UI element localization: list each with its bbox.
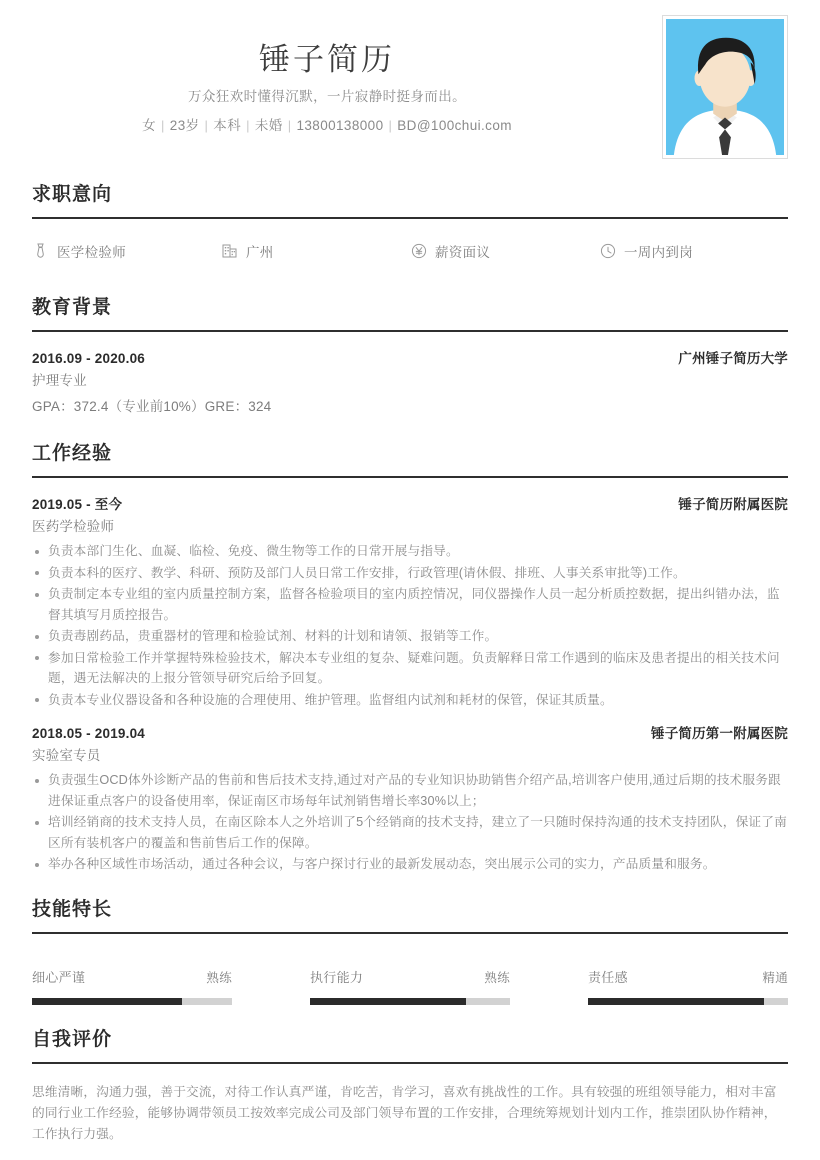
work-entries [32,482,788,875]
contact-separator: | [204,118,209,133]
avatar-illustration [666,19,784,155]
necktie-icon [32,243,49,260]
intention-item-position [32,241,221,261]
intention-label-position: 医学检验师 [57,245,126,260]
intention-item-city [221,241,410,261]
work-role: 实验室专员 [32,748,101,763]
contact-separator: | [246,118,250,133]
resume-header [32,0,788,160]
skill-head [32,968,232,988]
contact-separator: | [161,118,165,133]
contact-value: 本科 [213,118,242,133]
skill-bar-track [310,998,510,1005]
skill-label: 细心严谨 [32,969,86,985]
skill-bar-track [32,998,232,1005]
work-entry-head [32,495,788,515]
summary-text: 思维清晰，沟通力强，善于交流，对待工作认真严谨，肯吃苦，肯学习，喜欢有挑战性的工作。具有较强的班组领导能力，相对丰富的同行业工作经验，能够协调带领员工按效率完成公司及部门领导布置的工作安排，合理统筹规划计划内工作，推崇团队协作精神，工作执行力强。 [32,1084,777,1141]
section-divider [32,330,788,332]
section-divider [32,217,788,219]
skill-head [588,968,788,988]
section-divider [32,476,788,478]
personal-motto: 万众狂欢时懂得沉默，一片寂静时挺身而出。 [188,89,466,104]
work-company: 锤子简历附属医院 [678,497,788,512]
section-title-intention: 求职意向 [32,184,113,205]
work-entry-head [32,724,788,744]
yen-circle-icon [410,243,427,260]
education-entries [32,336,788,419]
work-period: 2019.05 - 至今 [32,497,123,512]
work-role: 医药学检验师 [32,519,115,534]
contact-separator: | [388,118,393,133]
work-bullet-item: 负责本科的医疗、教学、科研、预防及部门人员日常工作安排，行政管理(请休假、排班、人事关系审批等)工作。 [32,563,788,584]
intention-item-availability [599,241,788,261]
work-bullet-item: 负责本部门生化、血凝、临检、免疫、微生物等工作的日常开展与指导。 [32,541,788,562]
skill-bar-fill [32,998,182,1005]
work-period: 2018.05 - 2019.04 [32,726,145,741]
intention-items [32,223,788,273]
contact-value: 23岁 [169,118,200,133]
intention-item-salary [410,241,599,261]
work-bullets [32,541,788,710]
clock-icon [599,243,616,260]
work-bullets [32,770,788,875]
section-education [32,295,788,419]
work-bullet-item: 培训经销商的技术支持人员，在南区除本人之外培训了5个经销商的技术支持，建立了一只随时保持沟通的技术支持团队，保证了南区所有装机客户的覆盖和售前售后工作的保障。 [32,812,788,853]
work-company: 锤子简历第一附属医院 [651,726,788,741]
skill-item [588,968,788,1005]
skill-level: 熟练 [206,970,232,985]
skill-level: 熟练 [484,970,510,985]
contact-value: 未婚 [254,118,283,133]
contact-line [32,112,622,140]
work-bullet-item: 负责本专业仪器设备和各种设施的合理使用、维护管理。监督组内试剂和耗材的保管，保证其质量。 [32,690,788,711]
skill-head [310,968,510,988]
skills-list [32,938,788,1005]
section-summary [32,1027,788,1145]
work-bullet-item: 负责毒剧药品，贵重器材的管理和检验试剂、材料的计划和请领、报销等工作。 [32,626,788,647]
section-title-summary: 自我评价 [32,1028,113,1050]
building-icon [221,243,238,260]
avatar [662,15,788,159]
education-period: 2016.09 - 2020.06 [32,351,145,366]
section-intention [32,182,788,273]
section-title-work: 工作经验 [32,443,113,464]
intention-label-city: 广州 [246,245,274,260]
skill-level: 精通 [762,970,788,985]
skill-item [310,968,510,1005]
work-bullet-item: 负责制定本专业组的室内质量控制方案，监督各检验项目的室内质控情况，同仪器操作人员一起分析质控数据，提出纠错办法，监督其填写月质控报告。 [32,584,788,625]
skill-bar-track [588,998,788,1005]
education-major: 护理专业 [32,373,87,388]
skill-item [32,968,232,1005]
work-bullet-item: 参加日常检验工作并掌握特殊检验技术，解决本专业组的复杂、疑难问题。负责解释日常工作遇到的临床及患者提出的相关技术问题，遇无法解决的上报分管领导研究后给予回复。 [32,648,788,689]
section-divider [32,1062,788,1064]
header-text-block [32,38,622,140]
contact-value: 13800138000 [296,118,384,133]
skill-bar-fill [588,998,764,1005]
section-title-skills: 技能特长 [32,898,113,920]
skill-bar-fill [310,998,466,1005]
section-title-education: 教育背景 [32,297,113,318]
work-bullet-item: 负责强生OCD体外诊断产品的售前和售后技术支持,通过对产品的专业知识协助销售介绍产品,培训客户使用,通过后期的技术服务跟进保证重点客户的设备使用率，保证南区市场每年试剂销售增长率30%以上； [32,770,788,811]
intention-label-availability: 一周内到岗 [624,245,693,260]
skill-label: 责任感 [588,969,628,985]
work-entry [32,482,788,710]
contact-separator: | [287,118,292,133]
education-entry [32,336,788,419]
page-title: 锤子简历 [259,42,395,77]
work-bullet-item: 举办各种区域性市场活动，通过各种会议，与客户探讨行业的最新发展动态，突出展示公司的实力，产品质量和服务。 [32,854,788,875]
education-details: GPA：372.4（专业前10%）GRE：324 [32,399,272,414]
work-entry [32,711,788,875]
skill-label: 执行能力 [310,969,364,985]
contact-value: BD@100chui.com [397,118,512,133]
section-skills [32,897,788,1005]
education-school: 广州锤子简历大学 [678,351,788,366]
section-divider [32,932,788,934]
contact-value: 女 [142,118,157,133]
education-entry-head [32,349,788,369]
intention-label-salary: 薪资面议 [435,245,491,260]
section-work [32,441,788,875]
